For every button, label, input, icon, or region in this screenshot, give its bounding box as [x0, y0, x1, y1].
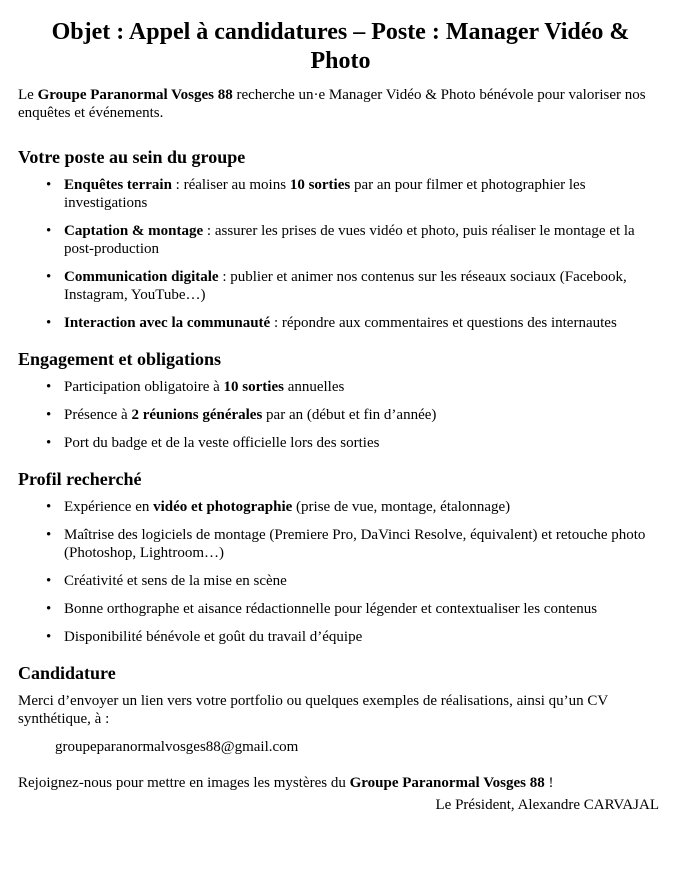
application-text: Merci d’envoyer un lien vers votre portfolio ou quelques exemples de réalisations, ainsi qu’un CV synthétique, à : [18, 693, 608, 727]
bullet-icon: • [46, 527, 52, 543]
commitment-list [18, 378, 663, 452]
intro-group-name: Groupe Paranormal Vosges 88 [37, 87, 233, 103]
list-item: • Participation obligatoire à 10 sorties annuelles [46, 379, 345, 395]
bullet-icon: • [46, 435, 52, 451]
list-item: • Communication digitale : publier et animer nos contenus sur les réseaux sociaux (Facebook, Instagram, YouTube…) [46, 269, 627, 303]
section-heading-role: Votre poste au sein du groupe [18, 147, 246, 167]
role-list [18, 176, 663, 332]
contact-email[interactable]: groupeparanormalvosges88@gmail.com [55, 739, 299, 755]
intro-text: recherche un·e Manager Vidéo & Photo bénévole pour valoriser nos enquêtes et événements. [18, 87, 646, 121]
section-heading-application: Candidature [18, 663, 116, 683]
bullet-icon: • [46, 499, 52, 515]
bullet-icon: • [46, 177, 52, 193]
closing-suffix: ! [544, 775, 554, 791]
signature: Le Président, Alexandre CARVAJAL [435, 797, 659, 813]
closing-group-name: Groupe Paranormal Vosges 88 [349, 775, 545, 791]
bullet-icon: • [46, 629, 52, 645]
list-item: • Interaction avec la communauté : répondre aux commentaires et questions des internautes [46, 315, 617, 331]
intro-prefix: Le [18, 87, 38, 103]
section-heading-commitment: Engagement et obligations [18, 349, 222, 369]
list-item: • Captation & montage : assurer les prises de vues vidéo et photo, puis réaliser le montage et la post-production [46, 223, 635, 257]
page-title: Objet : Appel à candidatures – Poste : Manager Vidéo & Photo [51, 19, 630, 74]
bullet-icon: • [46, 269, 52, 285]
list-item: • Enquêtes terrain : réaliser au moins 10 sorties par an pour filmer et photographier les investigations [46, 177, 586, 211]
list-item: • Disponibilité bénévole et goût du travail d’équipe [46, 629, 363, 645]
profile-list [18, 498, 663, 646]
list-item: • Présence à 2 réunions générales par an (début et fin d’année) [46, 407, 437, 423]
bullet-icon: • [46, 223, 52, 239]
list-item: • Créativité et sens de la mise en scène [46, 573, 287, 589]
list-item: • Bonne orthographe et aisance rédactionnelle pour légender et contextualiser les contenus [46, 601, 598, 617]
bullet-icon: • [46, 573, 52, 589]
bullet-icon: • [46, 379, 52, 395]
bullet-icon: • [46, 407, 52, 423]
list-item: • Expérience en vidéo et photographie (prise de vue, montage, étalonnage) [46, 499, 511, 515]
list-item: • Maîtrise des logiciels de montage (Premiere Pro, DaVinci Resolve, équivalent) et retouche photo (Photoshop, Lightroom…) [46, 527, 646, 561]
list-item: • Port du badge et de la veste officielle lors des sorties [46, 435, 380, 451]
intro-paragraph [18, 86, 663, 122]
bullet-icon: • [46, 315, 52, 331]
closing-paragraph [18, 774, 663, 792]
bullet-icon: • [46, 601, 52, 617]
section-heading-profile: Profil recherché [18, 469, 142, 489]
closing-prefix: Rejoignez-nous pour mettre en images les mystères du [18, 775, 350, 791]
